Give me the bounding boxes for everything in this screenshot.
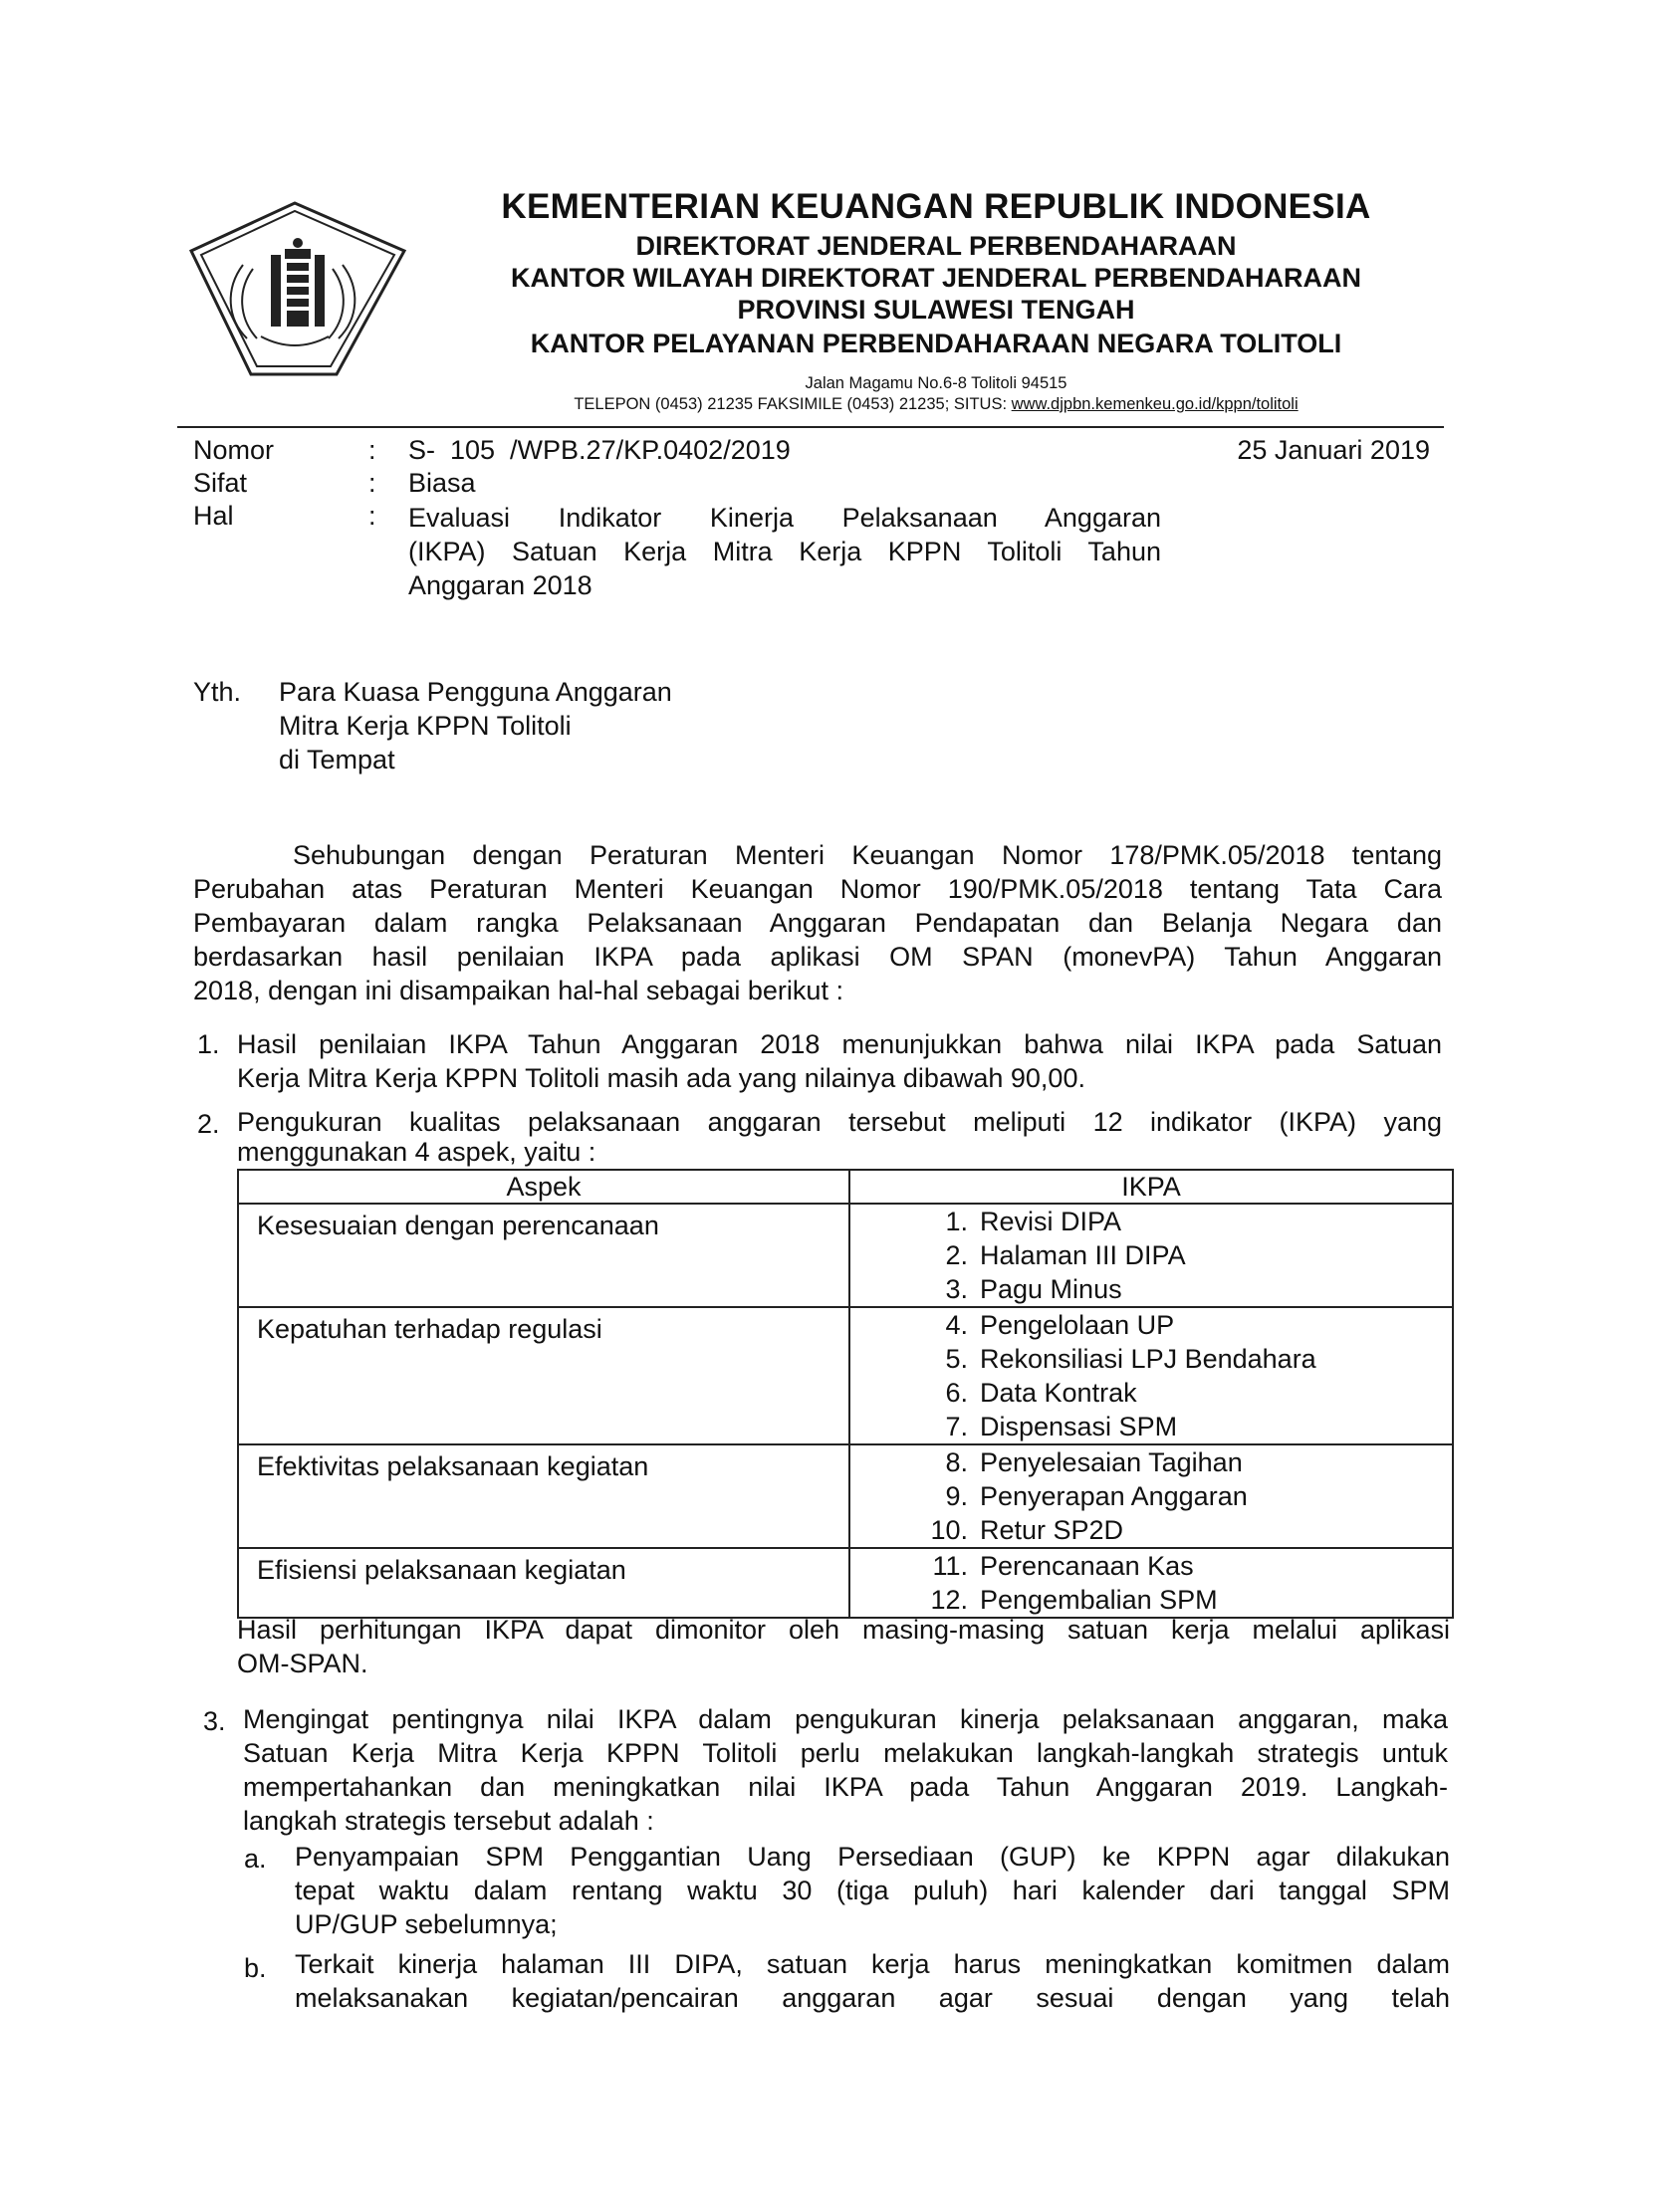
hal-label: Hal bbox=[193, 501, 234, 531]
addressee-line: Mitra Kerja KPPN Tolitoli bbox=[279, 711, 572, 741]
subitem-line: tepat waktu dalam rentang waktu 30 (tiga puluh) hari kalender dari tanggal SPM bbox=[295, 1876, 1450, 1905]
ikpa-label: Data Kontrak bbox=[980, 1378, 1137, 1408]
nomor-label: Nomor bbox=[193, 435, 275, 465]
item-text bbox=[237, 1027, 1442, 1095]
ikpa-number: 11. bbox=[932, 1551, 968, 1581]
office-address: Jalan Magamu No.6-8 Tolitoli 94515 bbox=[805, 374, 1067, 392]
item-number: 2. bbox=[197, 1109, 220, 1139]
intro-paragraph bbox=[193, 838, 1442, 1007]
aspek-cell: Kesesuaian dengan perencanaan bbox=[238, 1204, 849, 1307]
item-text bbox=[237, 1105, 1442, 1165]
sifat-colon: : bbox=[368, 468, 376, 498]
table-row bbox=[238, 1307, 1453, 1444]
addressee-line: di Tempat bbox=[279, 745, 395, 774]
letter-date: 25 Januari 2019 bbox=[1237, 435, 1430, 465]
aspek-cell: Efisiensi pelaksanaan kegiatan bbox=[238, 1548, 849, 1618]
ikpa-item bbox=[918, 1513, 1452, 1547]
item-line: Pengukuran kualitas pelaksanaan anggaran tersebut meliputi 12 indikator (IKPA) yang bbox=[237, 1107, 1442, 1137]
ikpa-item bbox=[918, 1583, 1452, 1617]
intro-line: Sehubungan dengan Peraturan Menteri Keuangan Nomor 178/PMK.05/2018 tentang bbox=[293, 840, 1442, 870]
hal-line: Evaluasi Indikator Kinerja Pelaksanaan Anggaran bbox=[408, 503, 1161, 533]
item-text bbox=[243, 1702, 1448, 1838]
intro-line: Pembayaran dalam rangka Pelaksanaan Anggaran Pendapatan dan Belanja Negara dan bbox=[193, 908, 1442, 938]
ikpa-label: Perencanaan Kas bbox=[980, 1551, 1194, 1581]
table-row bbox=[238, 1444, 1453, 1548]
ikpa-number: 3. bbox=[945, 1274, 968, 1304]
ikpa-item bbox=[918, 1308, 1452, 1342]
item-line: menggunakan 4 aspek, yaitu : bbox=[237, 1137, 596, 1167]
subitem-letter: b. bbox=[244, 1953, 267, 1983]
contact-text: TELEPON (0453) 21235 FAKSIMILE (0453) 21235; SITUS: bbox=[574, 395, 1012, 413]
note-line: OM-SPAN. bbox=[237, 1649, 368, 1678]
nomor-colon: : bbox=[368, 435, 376, 465]
province-name: PROVINSI SULAWESI TENGAH bbox=[737, 295, 1135, 325]
subitem-text bbox=[295, 1947, 1450, 2015]
intro-line: berdasarkan hasil penilaian IKPA pada aplikasi OM SPAN (monevPA) Tahun Anggaran bbox=[193, 942, 1442, 972]
directorate-name: DIREKTORAT JENDERAL PERBENDAHARAAN bbox=[635, 231, 1237, 261]
hal-line: Anggaran 2018 bbox=[408, 570, 592, 600]
ikpa-number: 9. bbox=[945, 1481, 968, 1511]
item-number: 3. bbox=[203, 1706, 226, 1736]
ikpa-item bbox=[918, 1479, 1452, 1513]
ikpa-label: Penyelesaian Tagihan bbox=[980, 1447, 1243, 1477]
addressee-line: Para Kuasa Pengguna Anggaran bbox=[279, 677, 672, 707]
subitem-line: melaksanakan kegiatan/pencairan anggaran agar sesuai dengan yang telah bbox=[295, 1983, 1450, 2013]
sifat-label: Sifat bbox=[193, 468, 248, 498]
table-header-row bbox=[238, 1170, 1453, 1204]
ikpa-label: Dispensasi SPM bbox=[980, 1412, 1178, 1441]
ikpa-label: Halaman III DIPA bbox=[980, 1240, 1186, 1270]
subitem-text bbox=[295, 1840, 1450, 1941]
sifat-value: Biasa bbox=[408, 468, 476, 498]
regional-office-name: KANTOR WILAYAH DIREKTORAT JENDERAL PERBENDAHARAAN bbox=[510, 263, 1362, 293]
ikpa-cell bbox=[849, 1307, 1453, 1444]
subitem-line: Terkait kinerja halaman III DIPA, satuan kerja harus meningkatkan komitmen dalam bbox=[295, 1949, 1450, 1979]
item-line: langkah strategis tersebut adalah : bbox=[243, 1806, 654, 1836]
ikpa-cell bbox=[849, 1444, 1453, 1548]
letterhead-divider bbox=[177, 426, 1444, 428]
table-row bbox=[238, 1204, 1453, 1307]
ikpa-label: Revisi DIPA bbox=[980, 1207, 1122, 1236]
hal-line: (IKPA) Satuan Kerja Mitra Kerja KPPN Tolitoli Tahun bbox=[408, 537, 1161, 566]
ikpa-item bbox=[918, 1205, 1452, 1238]
subitem-line: Penyampaian SPM Penggantian Uang Persediaan (GUP) ke KPPN agar dilakukan bbox=[295, 1842, 1450, 1872]
website-link[interactable]: www.djpbn.kemenkeu.go.id/kppn/tolitoli bbox=[1011, 395, 1299, 413]
item-line: Hasil penilaian IKPA Tahun Anggaran 2018 menunjukkan bahwa nilai IKPA pada Satuan bbox=[237, 1029, 1442, 1059]
ikpa-number: 1. bbox=[945, 1207, 968, 1236]
ikpa-table bbox=[237, 1169, 1454, 1619]
ikpa-item bbox=[918, 1376, 1452, 1410]
intro-line: 2018, dengan ini disampaikan hal-hal sebagai berikut : bbox=[193, 976, 843, 1005]
salutation: Yth. bbox=[193, 677, 242, 707]
ikpa-number: 2. bbox=[945, 1240, 968, 1270]
ikpa-label: Pengelolaan UP bbox=[980, 1310, 1175, 1340]
ikpa-number: 5. bbox=[945, 1344, 968, 1374]
ikpa-label: Penyerapan Anggaran bbox=[980, 1481, 1248, 1511]
hal-subject bbox=[408, 501, 1161, 602]
column-header-aspek: Aspek bbox=[238, 1170, 849, 1204]
item-line: Satuan Kerja Mitra Kerja KPPN Tolitoli perlu melakukan langkah-langkah strategis untuk bbox=[243, 1738, 1448, 1768]
ikpa-label: Pagu Minus bbox=[980, 1274, 1122, 1304]
ikpa-number: 10. bbox=[930, 1515, 968, 1545]
aspek-cell: Kepatuhan terhadap regulasi bbox=[238, 1307, 849, 1444]
office-name: KANTOR PELAYANAN PERBENDAHARAAN NEGARA TOLITOLI bbox=[530, 329, 1342, 358]
note-line: Hasil perhitungan IKPA dapat dimonitor oleh masing-masing satuan kerja melalui aplikasi bbox=[237, 1615, 1450, 1645]
item-line: Mengingat pentingnya nilai IKPA dalam pengukuran kinerja pelaksanaan anggaran, maka bbox=[243, 1704, 1448, 1734]
office-contact bbox=[398, 395, 1474, 414]
item-line: mempertahankan dan meningkatkan nilai IKPA pada Tahun Anggaran 2019. Langkah- bbox=[243, 1772, 1448, 1802]
aspek-cell: Efektivitas pelaksanaan kegiatan bbox=[238, 1444, 849, 1548]
table-row bbox=[238, 1548, 1453, 1618]
ikpa-number: 4. bbox=[945, 1310, 968, 1340]
ikpa-number: 12. bbox=[930, 1585, 968, 1615]
ikpa-item bbox=[918, 1342, 1452, 1376]
ikpa-cell bbox=[849, 1204, 1453, 1307]
intro-line: Perubahan atas Peraturan Menteri Keuangan Nomor 190/PMK.05/2018 tentang Tata Cara bbox=[193, 874, 1442, 904]
ministry-logo bbox=[187, 199, 408, 378]
table-note bbox=[237, 1613, 1450, 1680]
subitem-line: UP/GUP sebelumnya; bbox=[295, 1909, 558, 1939]
ikpa-number: 6. bbox=[945, 1378, 968, 1408]
nomor-value: S- 105 /WPB.27/KP.0402/2019 bbox=[408, 435, 791, 465]
ikpa-item bbox=[918, 1238, 1452, 1272]
hal-colon: : bbox=[368, 501, 376, 531]
item-line: Kerja Mitra Kerja KPPN Tolitoli masih ada yang nilainya dibawah 90,00. bbox=[237, 1063, 1085, 1093]
ikpa-item bbox=[918, 1272, 1452, 1306]
ikpa-number: 8. bbox=[945, 1447, 968, 1477]
item-number: 1. bbox=[197, 1029, 220, 1059]
ikpa-label: Retur SP2D bbox=[980, 1515, 1124, 1545]
ikpa-number: 7. bbox=[945, 1412, 968, 1441]
ministry-name: KEMENTERIAN KEUANGAN REPUBLIK INDONESIA bbox=[501, 187, 1371, 226]
ikpa-cell bbox=[849, 1548, 1453, 1618]
ikpa-item bbox=[918, 1445, 1452, 1479]
subitem-letter: a. bbox=[244, 1844, 267, 1874]
ikpa-label: Rekonsiliasi LPJ Bendahara bbox=[980, 1344, 1316, 1374]
ikpa-item bbox=[918, 1549, 1452, 1583]
ikpa-label: Pengembalian SPM bbox=[980, 1585, 1218, 1615]
ikpa-item bbox=[918, 1410, 1452, 1443]
column-header-ikpa: IKPA bbox=[849, 1170, 1453, 1204]
